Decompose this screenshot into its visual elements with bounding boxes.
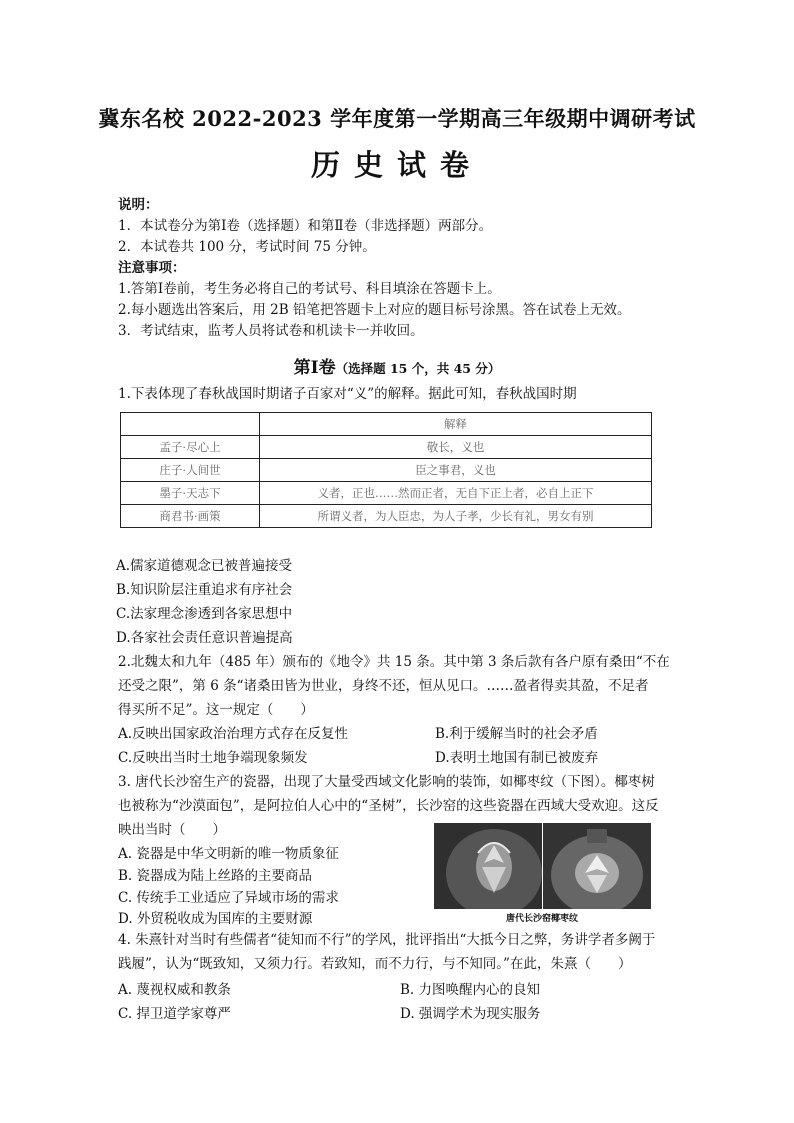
table-cell: 所谓义者，为人臣忠，为人子孝，少长有礼，男女有别 [260, 505, 652, 528]
q4-line: 践履”，认为“既致知，又须力行。若致知，而不力行，与不知同。”在此，朱熹（ ） [118, 956, 632, 972]
section-detail: （选择题 15 个，共 45 分） [335, 361, 501, 376]
q3-line: 映出当时（ ） [118, 822, 226, 838]
attention-item: 1.答第Ⅰ卷前，考生务必将自己的考试号、科目填涂在答题卡上。 [118, 281, 501, 297]
q4-option-a[interactable]: A. 蔑视权威和教条 [118, 982, 231, 998]
table-row [121, 482, 652, 505]
notes-item: 1．本试卷分为第Ⅰ卷（选择题）和第Ⅱ卷（非选择题）两部分。 [118, 218, 493, 234]
q3-line: 3. 唐代长沙窑生产的瓷器，出现了大量受西域文化影响的装饰，如椰枣纹（下图）。椰枣树 [118, 774, 655, 790]
q4-line: 4. 朱熹针对当时有些儒者“徒知而不行”的学风，批评指出“大抵今日之弊，务讲学者多阙于 [118, 932, 656, 948]
notes-item: 2．本试卷共 100 分，考试时间 75 分钟。 [118, 239, 376, 255]
q2-option-d[interactable]: D.表明土地国有制已被废弃 [435, 750, 599, 766]
table-cell: 孟子·尽心上 [121, 436, 260, 459]
q3-option-b[interactable]: B. 瓷器成为陆上丝路的主要商品 [118, 868, 313, 884]
palm-pattern-photo-right [543, 823, 651, 909]
q3-option-a[interactable]: A. 瓷器是中华文明新的唯一物质象征 [118, 846, 339, 862]
table-row [121, 413, 652, 436]
q2-line: 2.北魏太和九年（485 年）颁布的《地令》共 15 条。其中第 3 条后款有各户原有桑田“不在 [118, 654, 670, 670]
table-cell: 墨子·天志下 [121, 482, 260, 505]
q1-stem: 1.下表体现了春秋战国时期诸子百家对“义”的解释。据此可知，春秋战国时期 [118, 386, 577, 402]
q2-line: 得买所不足”。这一规定（ ） [118, 702, 314, 718]
q1-option-d[interactable]: D.各家社会责任意识普遍提高 [116, 630, 293, 646]
q1-option-a[interactable]: A.儒家道德观念已被普遍接受 [116, 558, 293, 574]
exam-title: 冀东名校 2022-2023 学年度第一学期高三年级期中调研考试 [98, 106, 696, 131]
q4-option-c[interactable]: C. 捍卫道学家尊严 [118, 1006, 231, 1022]
section-main: 第Ⅰ卷 [293, 358, 336, 378]
table-row [121, 436, 652, 459]
notes-heading: 说明： [118, 197, 159, 213]
palm-pattern-photo-left [434, 823, 542, 909]
table-cell: 敬长，义也 [260, 436, 652, 459]
attention-item: 3．考试结束，监考人员将试卷和机读卡一并收回。 [118, 323, 424, 339]
attention-heading: 注意事项： [118, 260, 186, 276]
q4-option-d[interactable]: D. 强调学术为现实服务 [400, 1006, 541, 1022]
q1-table [120, 412, 652, 528]
table-cell [121, 413, 260, 436]
q2-option-b[interactable]: B.利于缓解当时的社会矛盾 [435, 726, 598, 742]
section-heading [0, 353, 794, 378]
q2-option-a[interactable]: A.反映出国家政治治理方式存在反复性 [118, 726, 349, 742]
q1-option-c[interactable]: C.法家理念渗透到各家思想中 [116, 606, 293, 622]
table-cell: 义者，正也……然而正者，无自下正上者，必自上正下 [260, 482, 652, 505]
table-cell: 解释 [260, 413, 652, 436]
attention-item: 2.每小题选出答案后，用 2B 铅笔把答题卡上对应的题目标号涂黑。答在试卷上无效。 [118, 302, 631, 318]
exam-subtitle: 历史试卷 [310, 148, 483, 182]
q2-option-c[interactable]: C.反映出当时土地争端现象频发 [118, 750, 308, 766]
q3-option-c[interactable]: C. 传统手工业适应了异域市场的需求 [118, 890, 339, 906]
q4-option-b[interactable]: B. 力图唤醒内心的良知 [400, 982, 541, 998]
q2-line: 还受之限”，第 6 条“诸桑田皆为世业，身终不还，恒从见口。……盈者得卖其盈，不足者 [118, 678, 649, 694]
table-cell: 庄子·人间世 [121, 459, 260, 482]
q3-option-d[interactable]: D. 外贸税收成为国库的主要财源 [118, 911, 313, 927]
table-row [121, 459, 652, 482]
q3-line: 也被称为“沙漠面包”，是阿拉伯人心中的“圣树”，长沙窑的这些瓷器在西域大受欢迎。这反 [118, 798, 659, 814]
photo-caption: 唐代长沙窑椰枣纹 [506, 914, 579, 924]
table-cell: 臣之事君，义也 [260, 459, 652, 482]
table-row [121, 505, 652, 528]
table-cell: 商君书·画策 [121, 505, 260, 528]
q1-option-b[interactable]: B.知识阶层注重追求有序社会 [116, 582, 293, 598]
